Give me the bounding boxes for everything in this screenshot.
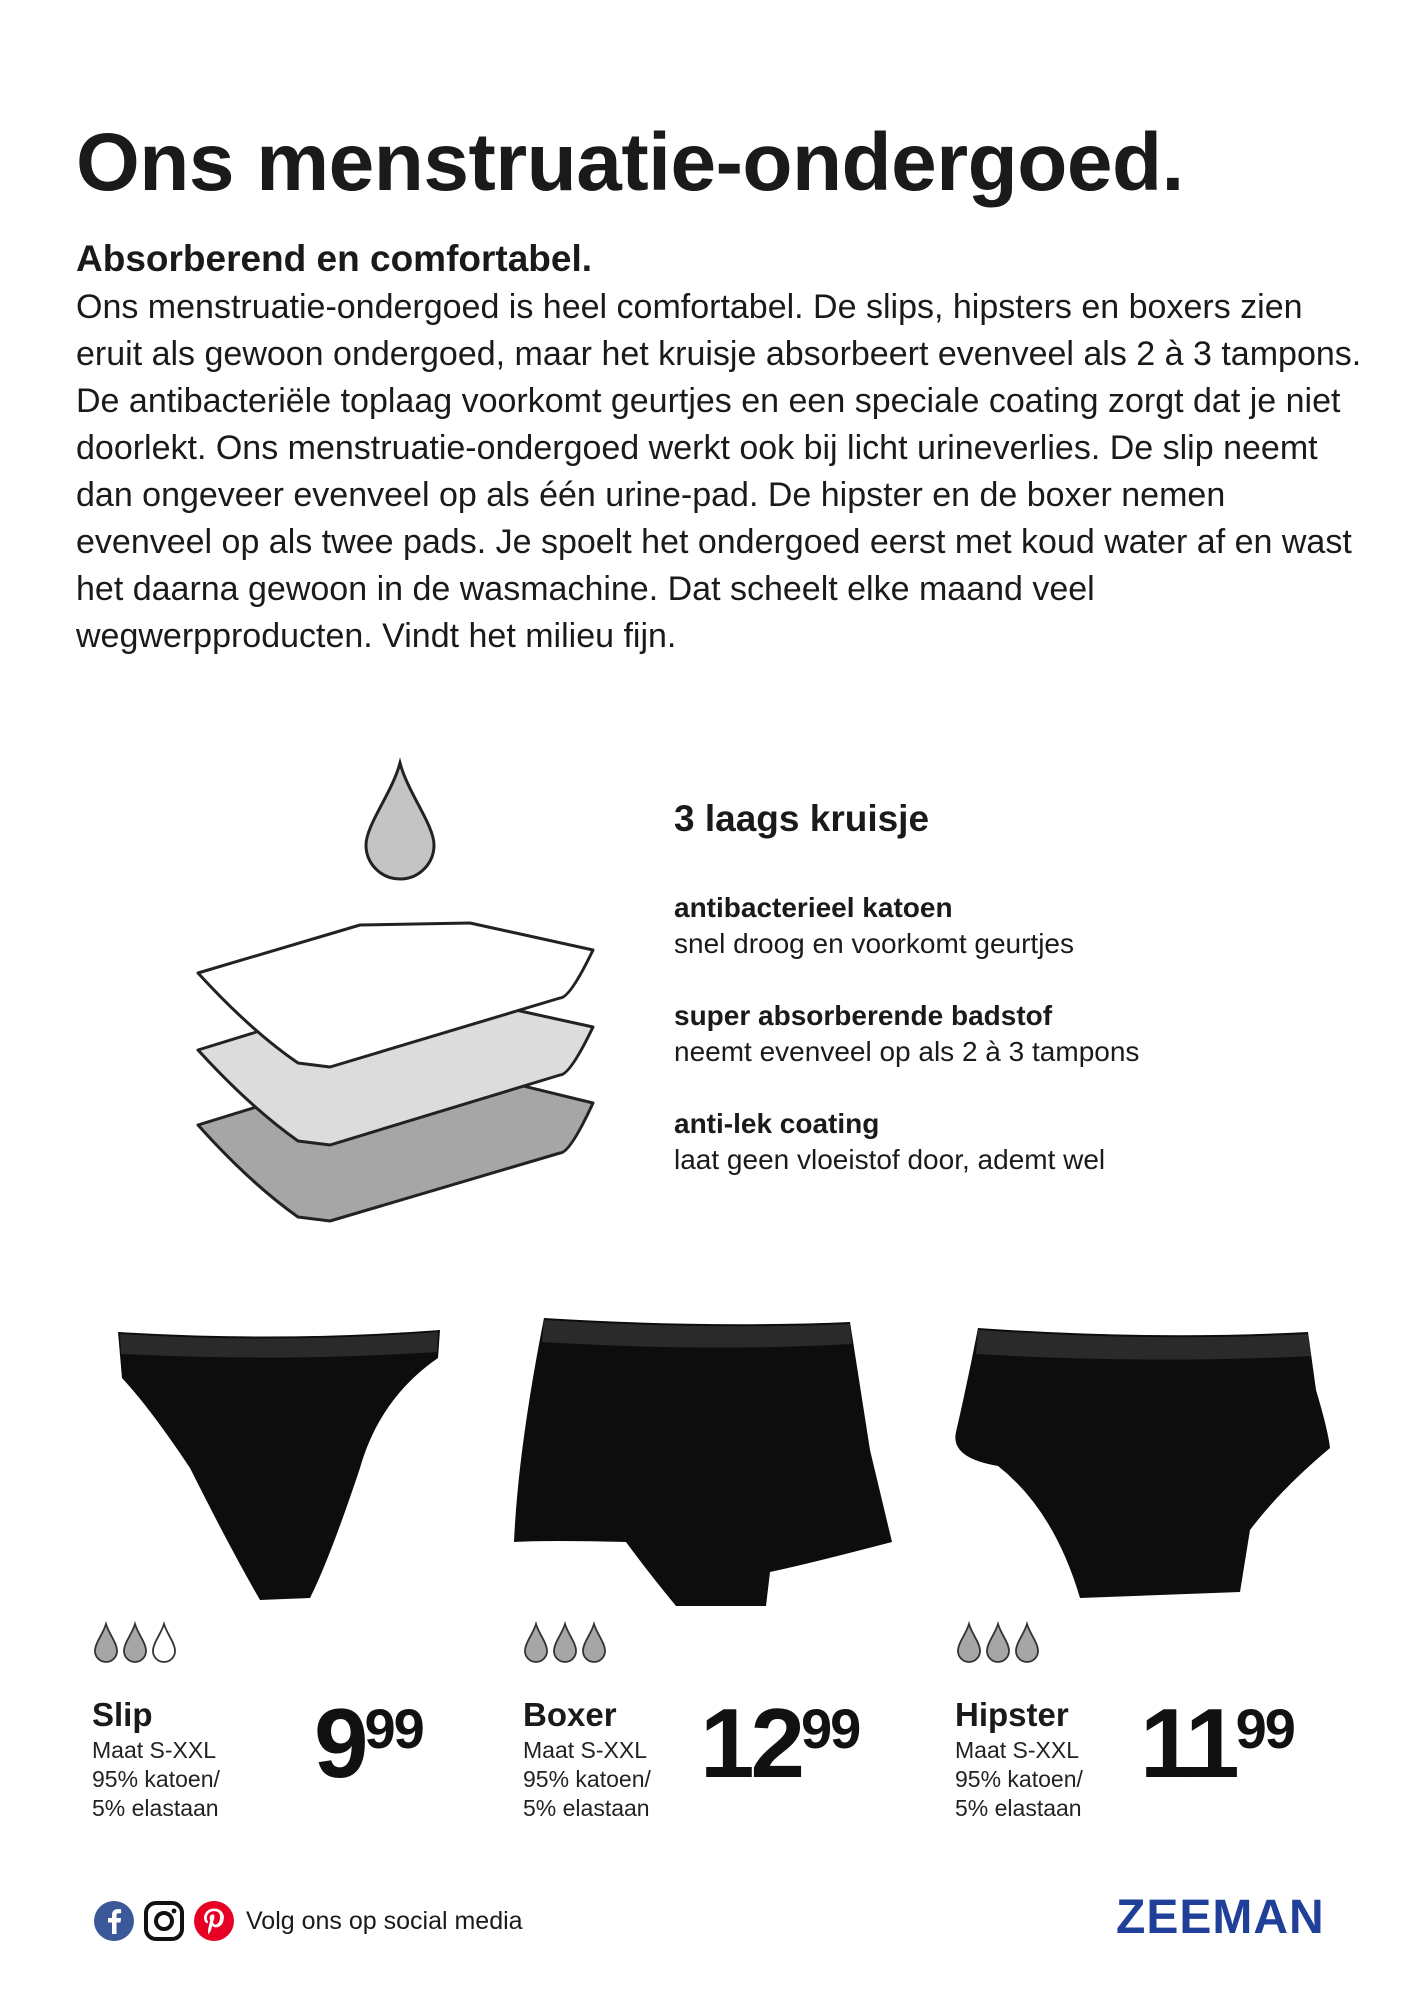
- page-subtitle: Absorberend en comfortabel.: [76, 238, 593, 279]
- product-name: Boxer: [523, 1696, 617, 1733]
- layer-name: anti-lek coating: [674, 1108, 880, 1139]
- layers-title: 3 laags kruisje: [674, 798, 930, 839]
- filled-drop-icon: [554, 1624, 576, 1662]
- liquid-drop-icon: [366, 763, 434, 879]
- pinterest-icon[interactable]: [193, 1900, 235, 1942]
- absorbency-rating-boxer: [522, 1621, 612, 1665]
- product-size: Maat S-XXL: [523, 1737, 647, 1763]
- instagram-icon[interactable]: [143, 1900, 185, 1942]
- filled-drop-icon: [958, 1624, 980, 1662]
- intro-text: Ons menstruatie-ondergoed is heel comfortabel. De slips, hipsters en boxers zien eruit als gewoon ondergoed, maar het kruisje absorbeert evenveel als 2 à 3 tampons. De antibacteriële toplaag voorkomt geurtjes en een speciale coating zorgt dat je niet doorlekt. Ons menstruatie-ondergoed werkt ook bij licht urineverlies. De slip neemt dan ongeveer evenveel op als één urine-pad. De hipster en de boxer nemen evenveel op als twee pads. Je spoelt het ondergoed eerst met koud water af en wast het daarna gewoon in de wasmachine. Dat scheelt elke maand veel wegwerpproducten. Vindt het milieu fijn.: [76, 288, 1362, 655]
- absorbency-rating-slip: [92, 1621, 182, 1665]
- product-price: [700, 1688, 860, 1798]
- filled-drop-icon: [583, 1624, 605, 1662]
- filled-drop-icon: [1016, 1624, 1038, 1662]
- layer-item-terry: [674, 998, 1314, 1070]
- filled-drop-icon: [124, 1624, 146, 1662]
- layer-name: super absorberende badstof: [674, 1000, 1053, 1031]
- facebook-icon[interactable]: [93, 1900, 135, 1942]
- zeeman-logo: ZEEMAN: [1116, 1891, 1325, 1944]
- social-media-text: Volg ons op social media: [246, 1907, 523, 1935]
- layers-illustration: [190, 755, 610, 1235]
- product-material: 5% elastaan: [92, 1795, 219, 1821]
- product-material: 5% elastaan: [523, 1795, 650, 1821]
- price-cents: 99: [801, 1697, 860, 1760]
- filled-drop-icon: [987, 1624, 1009, 1662]
- layer-desc: neemt evenveel op als 2 à 3 tampons: [674, 1036, 1140, 1067]
- price-cents: 99: [1235, 1697, 1294, 1760]
- layer-name: antibacterieel katoen: [674, 892, 953, 923]
- empty-drop-icon: [153, 1624, 175, 1662]
- product-material: 5% elastaan: [955, 1795, 1082, 1821]
- product-price: [314, 1688, 423, 1798]
- layer-desc: laat geen vloeistof door, ademt wel: [674, 1144, 1106, 1175]
- price-int: 9: [314, 1688, 365, 1798]
- product-material: 95% katoen/: [955, 1766, 1083, 1792]
- product-size: Maat S-XXL: [92, 1737, 216, 1763]
- price-int: 11: [1140, 1688, 1236, 1798]
- page-title: Ons menstruatie-ondergoed.: [76, 117, 1184, 208]
- filled-drop-icon: [95, 1624, 117, 1662]
- product-material: 95% katoen/: [92, 1766, 220, 1792]
- social-icons: [93, 1899, 235, 1943]
- layer-item-cotton: [674, 890, 1314, 962]
- product-material: 95% katoen/: [523, 1766, 651, 1792]
- boxer-image: [508, 1310, 898, 1612]
- filled-drop-icon: [525, 1624, 547, 1662]
- layer-item-coating: [674, 1106, 1314, 1178]
- absorbency-rating-hipster: [955, 1621, 1045, 1665]
- product-price: [1140, 1688, 1294, 1798]
- hipster-image: [950, 1320, 1335, 1602]
- product-name: Slip: [92, 1696, 153, 1733]
- product-name: Hipster: [955, 1696, 1069, 1733]
- layer-desc: snel droog en voorkomt geurtjes: [674, 928, 1074, 959]
- product-size: Maat S-XXL: [955, 1737, 1079, 1763]
- price-int: 12: [700, 1688, 802, 1798]
- price-cents: 99: [364, 1697, 423, 1760]
- slip-image: [110, 1318, 450, 1608]
